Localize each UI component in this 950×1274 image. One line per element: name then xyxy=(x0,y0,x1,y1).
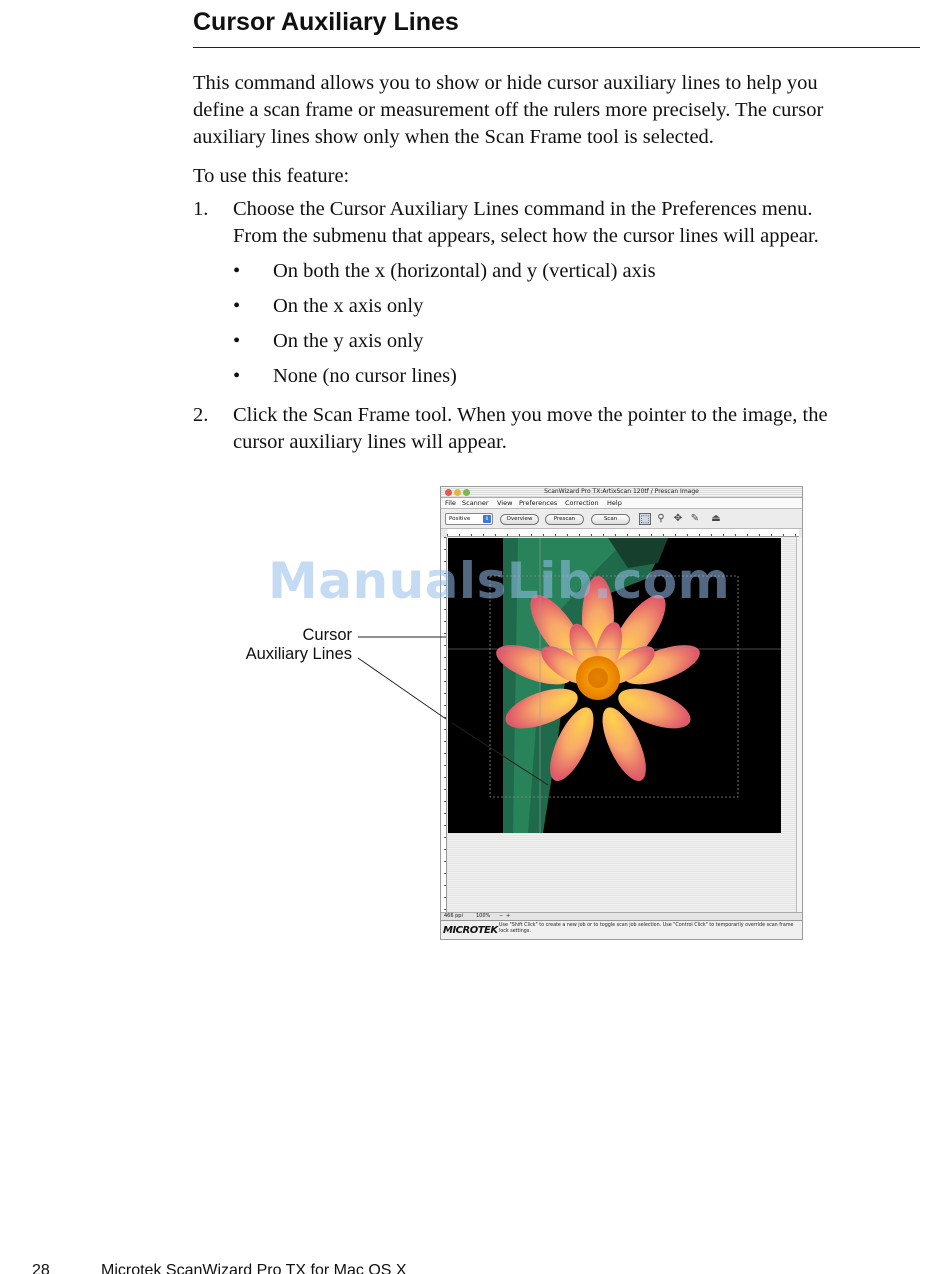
eject-icon[interactable]: ⏏ xyxy=(711,513,721,524)
menu-bar xyxy=(441,498,802,509)
intro-line: This command allows you to show or hide cursor auxiliary lines to help you xyxy=(193,72,818,94)
page-number: 28 xyxy=(32,1262,50,1274)
menu-help[interactable]: Help xyxy=(607,499,622,507)
step-number: 1. xyxy=(193,198,209,220)
bullet-item: None (no cursor lines) xyxy=(273,365,457,387)
bullet-marker: • xyxy=(233,330,241,352)
step-line: Choose the Cursor Auxiliary Lines command in the Preferences menu. xyxy=(233,198,813,220)
step-line: Click the Scan Frame tool. When you move the pointer to the image, the xyxy=(233,404,828,426)
scan-button[interactable]: Scan xyxy=(591,514,630,525)
horizontal-ruler xyxy=(447,529,799,537)
zoom-in-icon[interactable]: + xyxy=(506,913,511,919)
step-text xyxy=(233,196,819,250)
bullet-marker: • xyxy=(233,365,241,387)
mode-select[interactable] xyxy=(445,513,493,525)
step-line: cursor auxiliary lines will appear. xyxy=(233,431,507,453)
toolbar xyxy=(441,509,802,529)
microtek-logo: MICROTEK xyxy=(443,925,498,936)
step-line: From the submenu that appears, select how the cursor lines will appear. xyxy=(233,225,819,247)
eyedropper-tool-icon[interactable]: ✎ xyxy=(690,513,700,524)
status-resolution: 466 ppi xyxy=(444,913,463,919)
bullet-item: On the x axis only xyxy=(273,295,424,317)
leader-line-diagonal xyxy=(358,658,446,719)
running-footer-title: Microtek ScanWizard Pro TX for Mac OS X xyxy=(101,1262,407,1274)
prescan-button[interactable]: Prescan xyxy=(545,514,584,525)
window-title: ScanWizard Pro TX:ArtixScan 120tf / Prescan Image xyxy=(544,488,699,495)
magnifier-tool-icon[interactable]: ⚲ xyxy=(657,513,665,524)
menu-scanner[interactable]: Scanner xyxy=(462,499,489,507)
callout-line: Cursor xyxy=(302,626,352,644)
vertical-scrollbar[interactable] xyxy=(796,537,802,912)
scan-frame-tool-icon[interactable]: ⬚ xyxy=(640,514,650,525)
heading-rule xyxy=(193,47,920,48)
mode-select-value: Positive xyxy=(449,516,471,522)
intro-line: define a scan frame or measurement off the rulers more precisely. The cursor xyxy=(193,99,824,121)
bullet-marker: • xyxy=(233,295,241,317)
menu-correction[interactable]: Correction xyxy=(565,499,599,507)
menu-file[interactable]: File xyxy=(445,499,456,507)
overview-button[interactable]: Overview xyxy=(500,514,539,525)
window-footer xyxy=(441,920,802,940)
step-number: 2. xyxy=(193,404,209,426)
status-zoom: 100% xyxy=(476,913,491,919)
step-text xyxy=(233,402,828,456)
use-feature-line: To use this feature: xyxy=(193,165,350,187)
menu-view[interactable]: View xyxy=(497,499,513,507)
intro-paragraph xyxy=(193,70,823,151)
watermark: ManualsLib.com xyxy=(268,552,731,610)
window-titlebar xyxy=(441,487,802,498)
status-row xyxy=(441,912,802,920)
zoom-out-icon[interactable]: − xyxy=(499,913,504,919)
move-tool-icon[interactable]: ✥ xyxy=(673,513,683,524)
select-arrow-icon: ⇕ xyxy=(484,516,490,522)
hint-text: Use "Shift Click" to create a new job or to toggle scan job selection. Use "Control Click" to temporarily override scan frame lock settings. xyxy=(499,923,794,934)
intro-line: auxiliary lines show only when the Scan Frame tool is selected. xyxy=(193,126,714,148)
callout-line: Auxiliary Lines xyxy=(245,645,352,663)
bullet-item: On both the x (horizontal) and y (vertical) axis xyxy=(273,260,656,282)
menu-preferences[interactable]: Preferences xyxy=(519,499,558,507)
callout-label xyxy=(238,626,352,664)
section-heading: Cursor Auxiliary Lines xyxy=(193,8,459,36)
bullet-marker: • xyxy=(233,260,241,282)
bullet-item: On the y axis only xyxy=(273,330,424,352)
